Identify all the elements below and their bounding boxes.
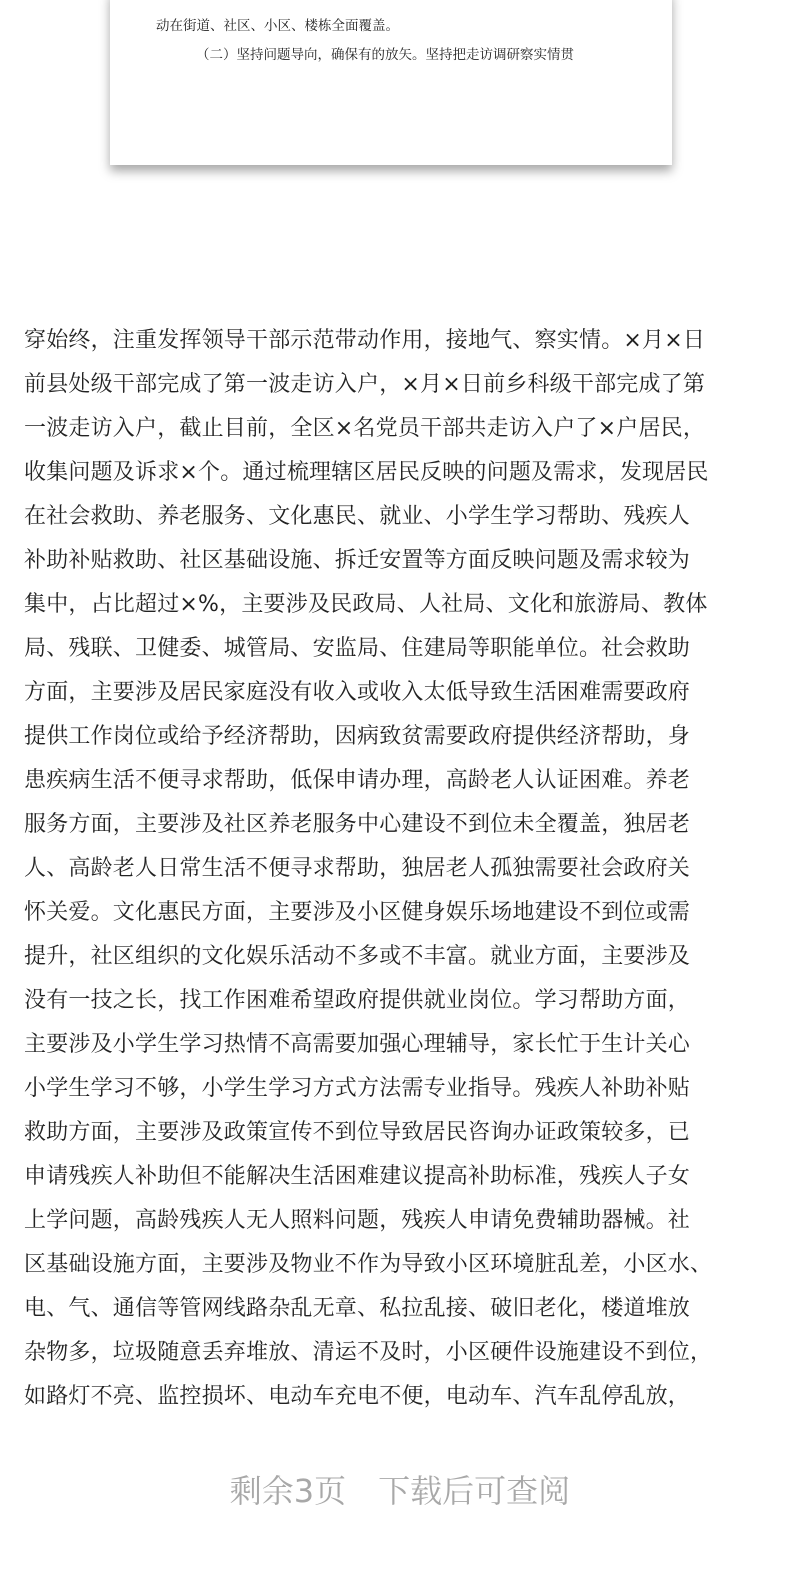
body-line: 救助方面，主要涉及政策宣传不到位导致居民咨询办证政策较多，已 <box>24 1120 691 1145</box>
body-line: 电、气、通信等管网线路杂乱无章、私拉乱接、破旧老化，楼道堆放 <box>24 1296 691 1321</box>
body-line: 在社会救助、养老服务、文化惠民、就业、小学生学习帮助、残疾人 <box>24 504 691 529</box>
body-line: 补助补贴救助、社区基础设施、拆迁安置等方面反映问题及需求较为 <box>24 548 691 573</box>
body-line: 前县处级干部完成了第一波走访入户，×月×日前乡科级干部完成了第 <box>24 372 706 397</box>
body-line: 集中，占比超过×%，主要涉及民政局、人社局、文化和旅游局、教体 <box>24 592 708 617</box>
body-line: 小学生学习不够，小学生学习方式方法需专业指导。残疾人补助补贴 <box>24 1076 691 1101</box>
card-line: 动在街道、社区、小区、楼栋全面覆盖。 <box>156 18 399 34</box>
read-more-banner[interactable] <box>0 1466 800 1512</box>
body-line: 穿始终，注重发挥领导干部示范带动作用，接地气、察实情。×月×日 <box>24 328 706 353</box>
body-line: 上学问题，高龄残疾人无人照料问题，残疾人申请免费辅助器械。社 <box>24 1208 691 1233</box>
body-line: 提升，社区组织的文化娱乐活动不多或不丰富。就业方面，主要涉及 <box>24 944 691 969</box>
body-line: 服务方面，主要涉及社区养老服务中心建设不到位未全覆盖，独居老 <box>24 812 691 837</box>
body-line: 怀关爱。文化惠民方面，主要涉及小区健身娱乐场地建设不到位或需 <box>24 900 691 925</box>
remaining-pages: 剩余3页 <box>229 1472 347 1510</box>
body-line: 没有一技之长，找工作困难希望政府提供就业岗位。学习帮助方面， <box>24 988 691 1013</box>
body-line: 申请残疾人补助但不能解决生活困难建议提高补助标准，残疾人子女 <box>24 1164 691 1189</box>
body-line: 区基础设施方面，主要涉及物业不作为导致小区环境脏乱差，小区水、 <box>24 1252 713 1277</box>
body-line: 收集问题及诉求×个。通过梳理辖区居民反映的问题及需求，发现居民 <box>24 460 709 485</box>
card-line: （二）坚持问题导向，确保有的放矢。坚持把走访调研察实情贯 <box>196 47 574 63</box>
body-line: 方面，主要涉及居民家庭没有收入或收入太低导致生活困难需要政府 <box>24 680 691 705</box>
body-line: 局、残联、卫健委、城管局、安监局、住建局等职能单位。社会救助 <box>24 636 691 661</box>
download-hint[interactable]: 下载后可查阅 <box>378 1472 571 1510</box>
body-line: 主要涉及小学生学习热情不高需要加强心理辅导，家长忙于生计关心 <box>24 1032 691 1057</box>
body-line: 提供工作岗位或给予经济帮助，因病致贫需要政府提供经济帮助，身 <box>24 724 691 749</box>
document-preview-card <box>110 0 672 165</box>
body-line: 人、高龄老人日常生活不便寻求帮助，独居老人孤独需要社会政府关 <box>24 856 691 881</box>
body-line: 一波走访入户，截止目前，全区×名党员干部共走访入户了×户居民， <box>24 416 706 441</box>
body-line: 患疾病生活不便寻求帮助，低保申请办理，高龄老人认证困难。养老 <box>24 768 691 793</box>
body-line: 如路灯不亮、监控损坏、电动车充电不便，电动车、汽车乱停乱放， <box>24 1384 691 1409</box>
document-body <box>24 322 784 1422</box>
body-line: 杂物多，垃圾随意丢弃堆放、清运不及时，小区硬件设施建设不到位， <box>24 1340 713 1365</box>
